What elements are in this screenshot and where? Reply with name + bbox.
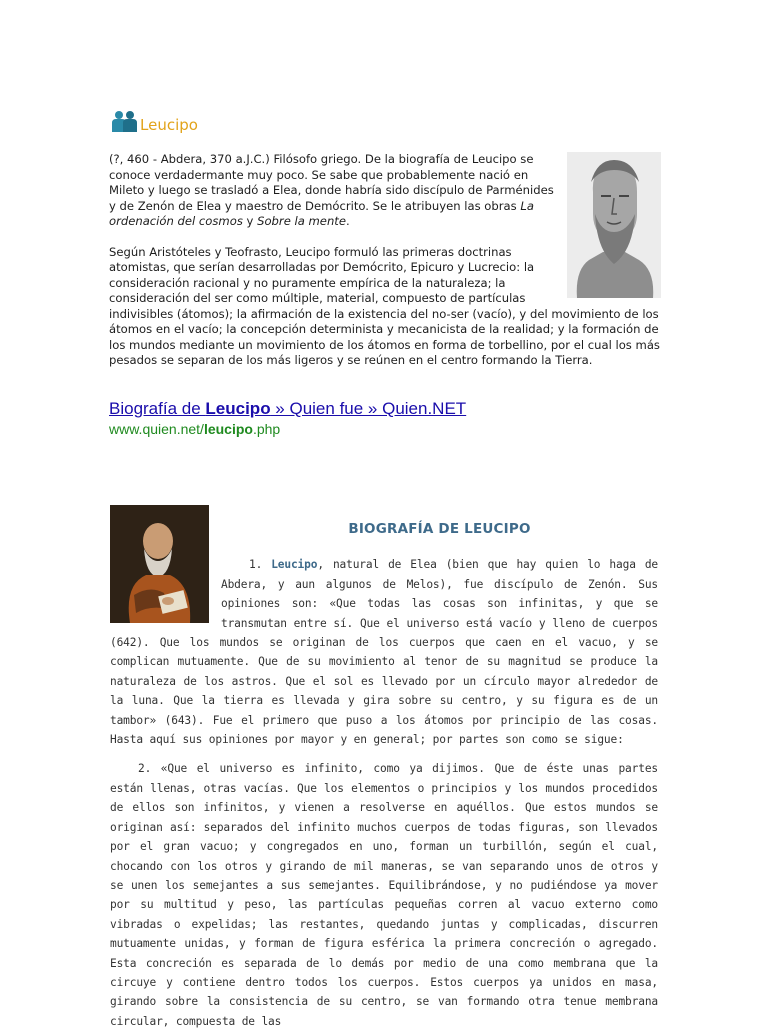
biography-paragraph-2: 2. «Que el universo es infinito, como ya dijimos. Que de éste unas partes están llenas, otras vacías. Que los elementos o principios y los mundos procedidos de ellos son infinitos, y vienen a resolverse en aquéllos. Que estos mundos se originan así: separados del infinito muchos cuerpos de todas figuras, son llevados por el gran vacuo; y congregados en uno, forman un turbillón, según el cual, chocando con los otros y girando de mil maneras, se van separando unos de otros y se unen los semejantes a sus semejantes. Equilibrándose, y no pudiéndose ya mover por su multitud y peso, las partículas pequeñas corren al vacuo externo como vibradas o expelidas; las restantes, quedando juntas y complicadas, discurren mutuamente unidas, y forman de figura esférica la primera concreción o agregado. Esta concreción es separada de lo demás por medio de una como membrana que la circuye y contiene dentro todos los cuerpos. Estos cuerpos ya unidos en masa, girando sobre la consistencia de su centro, se van formando otra tenue membrana circular, compuesta de las [110, 762, 658, 1028]
article-title: Leucipo [140, 116, 198, 134]
leucipo-bust-image [567, 152, 661, 298]
people-icon [111, 110, 137, 132]
search-result-url: www.quien.net/leucipo.php [109, 421, 281, 437]
biography-heading: BIOGRAFÍA DE LEUCIPO [348, 521, 531, 537]
biography-section [110, 503, 658, 1031]
biography-paragraph-1: 1. Leucipo, natural de Elea (bien que hay quien lo haga de Abdera, y aun algunos de Melos), fue discípulo de Zenón. Sus opiniones son: «Que todas las cosas son infinitas, y que se transmutan entre sí. Que el universo está vacío y lleno de cuerpos (642). Que los mundos se originan de los cuerpos que caen en el vacuo, y se complican mutuamente. Que de su movimiento al tenor de su magnitud se produce la naturaleza de los astros. Que el sol es llevado por un círculo mayor alrededor de la luna. Que la tierra es llevada y gira sobre su centro, y su figura es de un tambor» (643). Fue el primero que puso a los átomos por principio de las cosas. Hasta aquí sus opiniones por mayor y en general; por partes son como se sigue: [110, 558, 658, 747]
intro-section [109, 152, 661, 369]
intro-paragraph-2: Según Aristóteles y Teofrasto, Leucipo formuló las primeras doctrinas atomistas, que serían desarrolladas por Demócrito, Epicuro y Lucrecio: la consideración racional y no puramente empírica de la naturaleza; la consideración del ser como múltiple, material, compuesto de partículas indivisibles (átomos); la afirmación de la existencia del no-ser (vacío), y del movimiento de los átomos en el vacío; la concepción determinista y mecanicista de la realidad; y la formación de los mundos mediante un movimiento de los átomos en forma de torbellino, por el cual los más pesados se separan de los más ligeros y se reúnen en el centro formando la Tierra. [109, 244, 660, 367]
intro-paragraph-1: (?, 460 - Abdera, 370 a.J.C.) Filósofo griego. De la biografía de Leucipo se conoce verdadermante muy poco. Se sabe que probablemente nació en Mileto y luego se trasladó a Elea, donde habría sido discípulo de Parménides y de Zenón de Elea y maestro de Demócrito. Se le atribuyen las obras La ordenación del cosmos y Sobre la mente. [109, 152, 554, 228]
search-result-link[interactable]: Biografía de Leucipo » Quien fue » Quien.NET [109, 399, 467, 418]
leucipo-portrait-image [110, 505, 209, 623]
